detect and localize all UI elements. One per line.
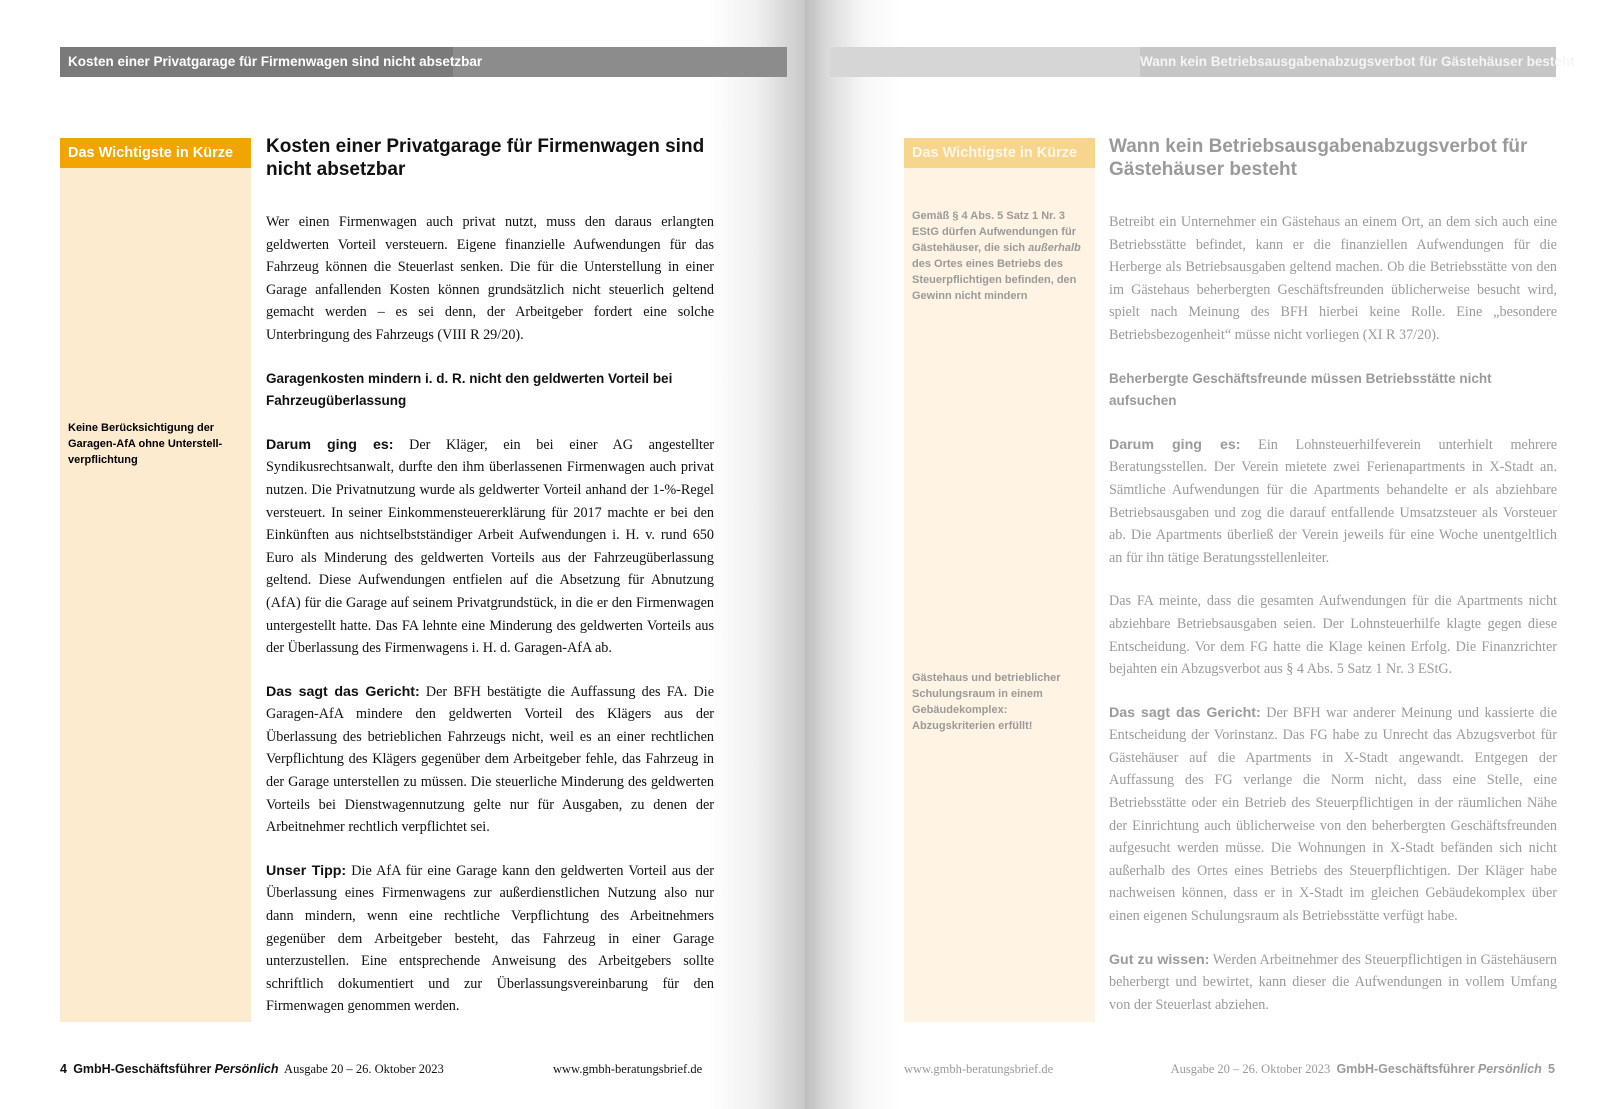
header-bar-title: Wann kein Betriebsausgabenabzugsverbot für Gästehäuser besteht	[1140, 47, 1556, 77]
website-link[interactable]: www.gmbh-beratungsbrief.de	[553, 1062, 703, 1076]
sidebar-box	[904, 138, 1095, 1022]
paragraph-tip	[266, 860, 714, 1018]
paragraph-text: Ein Lohnsteuerhilfeverein unterhielt mehrere Beratungsstellen. Der Verein mietete zwei Ferienapartments in X-Stadt an. Sämtliche Aufwendungen für die Apartments behandelte er als abziehbare Betriebsausgaben und zog die darauf entfallende Umsatzsteuer als Vorsteuer ab. Die Apartments überließ der Verein jeweils für eine Woche unentgeltlich an für ihn tätige Beratungsstellenleiter.	[1109, 436, 1557, 566]
paragraph-lead: Unser Tipp:	[266, 862, 347, 879]
paragraph-text: Der Kläger, ein bei einer AG angestellter Syndikusrechtsanwalt, durfte den ihm überlassenen Firmenwagen auch privat nutzen. Die Privatnutzung wurde als geldwerter Vorteil anhand der 1-%-Regel versteuert. In seiner Einkommensteuererklärung für 2017 machte er bei den Einkünften aus nichtselbstständiger Arbeit Aufwendungen i. H. v. rund 650 Euro als Minderung des geldwerten Vorteils aus der Fahrzeugüberlassung geltend. Diese Aufwendungen entfielen auf die Absetzung für Abnutzung (AfA) für die Garage auf seinem Privatgrundstück, in die er den Firmenwagen untergestellt hatte. Das FA lehnte eine Minderung des geldwerten Vorteils aus der Überlassung des Firmenwagens i. H. d. Garagen-AfA ab.	[266, 436, 714, 657]
right-page	[805, 0, 1611, 1109]
article-subheading: Beherbergte Geschäftsfreunde müssen Betriebsstätte nicht aufsuchen	[1109, 370, 1492, 409]
footer-url	[553, 1061, 702, 1077]
article	[266, 135, 714, 1039]
sidebar-note-2: Gästehaus und betrieblicher Schulungsraum in einem Gebäudekomplex: Abzugskriterien erfüllt!	[912, 672, 1061, 732]
paragraph-court	[266, 681, 714, 839]
sidebar-title: Das Wichtigste in Kürze	[904, 138, 1095, 168]
paragraph-text: Der BFH war anderer Meinung und kassierte die Entscheidung der Vorinstanz. Das FG habe zu Unrecht das Abzugsverbot für Gästehäuser auf die Apartments in X-Stadt angewandt. Entgegen der Auffassung des FG verlange die Norm nicht, dass eine Stelle, eine Betriebsstätte oder ein Betrieb des Steuerpflichtigen in der räumlichen Nähe der Einrichtung auch üblicherweise von den beherbergten Geschäftsfreunden aufgesucht werden müsse. Die Wohnungen in X-Stadt befänden sich nicht außerhalb des Ortes eines Betriebs des Steuerpflichtigen. Der Kläger habe nachweisen können, dass er in X-Stadt im gleichen Gebäudekomplex über einen eigenen Schulungsraum als Betriebsstätte verfügt habe.	[1109, 704, 1557, 925]
header-bar	[830, 47, 1575, 77]
issue-info: Ausgabe 20 – 26. Oktober 2023	[284, 1062, 444, 1076]
article-title: Kosten einer Privatgarage für Firmenwagen sind nicht absetzbar	[266, 136, 705, 180]
website-link[interactable]: www.gmbh-beratungsbrief.de	[904, 1062, 1054, 1076]
page-number: 4	[60, 1062, 67, 1076]
paragraph-background	[1109, 434, 1557, 570]
paragraph-court	[1109, 702, 1557, 928]
publication-name-italic: Persönlich	[1477, 1062, 1542, 1076]
sidebar-box	[60, 138, 251, 1022]
left-page	[0, 0, 805, 1109]
paragraph-lead: Das sagt das Gericht:	[266, 683, 420, 700]
footer-left	[60, 1061, 444, 1077]
paragraph-good-to-know	[1109, 949, 1557, 1017]
publication-name: GmbH-Geschäftsführer	[73, 1062, 212, 1076]
sidebar-title: Das Wichtigste in Kürze	[60, 138, 251, 168]
article	[1109, 135, 1557, 1037]
paragraph-text: Die AfA für eine Garage kann den geldwerten Vorteil aus der Überlassung eines Firmenwagens zur außerdienstlichen Nutzung also nur dann mindern, wenn eine rechtliche Verpflichtung des Arbeitnehmers gegenüber dem Arbeitgeber besteht, das Fahrzeug in einer Garage unterzustellen. Eine entsprechende Anweisung des Arbeitgebers sollte schriftlich dokumentiert und zur Überlassungsvereinbarung für den Firmenwagen genommen werden.	[266, 862, 714, 1015]
footer-url	[904, 1061, 1053, 1077]
header-bar-title: Kosten einer Privatgarage für Firmenwagen sind nicht absetzbar	[60, 47, 453, 77]
paragraph-lead: Das sagt das Gericht:	[1109, 704, 1261, 721]
article-subheading: Garagenkosten mindern i. d. R. nicht den geldwerten Vorteil bei Fahrzeugüberlassung	[266, 370, 673, 409]
paragraph-lead: Darum ging es:	[266, 436, 394, 453]
paragraph-background-2: Das FA meinte, dass die gesamten Aufwendungen für die Apartments nicht abziehbare Betriebsausgaben seien. Der Lohnsteuerhilfe klagte gegen diese Entscheidung. Vor dem FG hatte die Klage keinen Erfolg. Die Finanzrichter bejahten ein Abzugsverbot aus § 4 Abs. 5 Satz 1 Nr. 3 EStG.	[1109, 593, 1557, 678]
paragraph-lead: Gut zu wissen:	[1109, 951, 1210, 968]
article-intro: Betreibt ein Unternehmer ein Gästehaus an einem Ort, an dem sich auch eine Betriebsstätte befindet, kann er die finanziellen Aufwendungen für die Herberge als Betriebsausgaben geltend machen. Ob die Betriebsstätte von den im Gästehaus beherbergten Geschäftsfreunden üblicherweise besucht wird, spielt nach Meinung des BFH hierbei keine Rolle. Eine „besondere Betriebsbezogenheit“ müsse nicht vorliegen (XI R 37/20).	[1109, 214, 1557, 343]
paragraph-text: Der BFH bestätigte die Auffassung des FA. Die Garagen-AfA mindere den geldwerten Vorteil des Klägers aus der Überlassung des betrieblichen Fahrzeugs nicht, weil es an einer rechtlichen Verpflichtung des Klägers gegenüber dem Arbeitgeber fehle, das Fahrzeug in der Garage unterstellen zu müssen. Die steuerliche Minderung des geldwerten Vorteils bei Dienstwagennutzung gelte nur für Ausgaben, zu denen der Arbeitnehmer rechtlich verpflichtet sei.	[266, 683, 714, 836]
publication-name: GmbH-Geschäftsführer	[1336, 1062, 1475, 1076]
paragraph-background	[266, 434, 714, 660]
article-title: Wann kein Betriebsausgabenabzugsverbot für Gästehäuser besteht	[1109, 136, 1528, 180]
footer-right	[1171, 1061, 1555, 1077]
article-intro: Wer einen Firmenwagen auch privat nutzt, muss den daraus erlangten geldwerten Vorteil versteuern. Eigene finanzielle Aufwendungen für das Fahrzeug können die Steuerlast senken. Die für die Unterstellung in einer Garage anfallenden Kosten können grundsätzlich nicht steuerlich geltend gemacht werden – es sei denn, der Arbeitgeber fordert eine solche Unterbringung des Fahrzeugs (VIII R 29/20).	[266, 214, 714, 343]
publication-name-italic: Persönlich	[214, 1062, 279, 1076]
sidebar-note-1: Gemäß § 4 Abs. 5 Satz 1 Nr. 3 EStG dürfen Aufwendungen für Gästehäuser, die sich außerhalb des Ortes eines Betriebs des Steuerpflichtigen befinden, den Gewinn nicht mindern	[912, 210, 1081, 302]
paragraph-text: Werden Arbeitnehmer des Steuerpflichtigen in Gästehäusern beherbergt und bewirtet, kann dieser die Aufwendungen in vollem Umfang von der Steuerlast abziehen.	[1109, 951, 1558, 1013]
paragraph-lead: Darum ging es:	[1109, 436, 1241, 453]
issue-info: Ausgabe 20 – 26. Oktober 2023	[1170, 1062, 1331, 1076]
sidebar-note: Keine Berücksichtigung der Garagen-AfA ohne Unterstell-verpflichtung	[68, 422, 223, 466]
header-bar	[60, 47, 787, 77]
page-number: 5	[1548, 1062, 1555, 1076]
